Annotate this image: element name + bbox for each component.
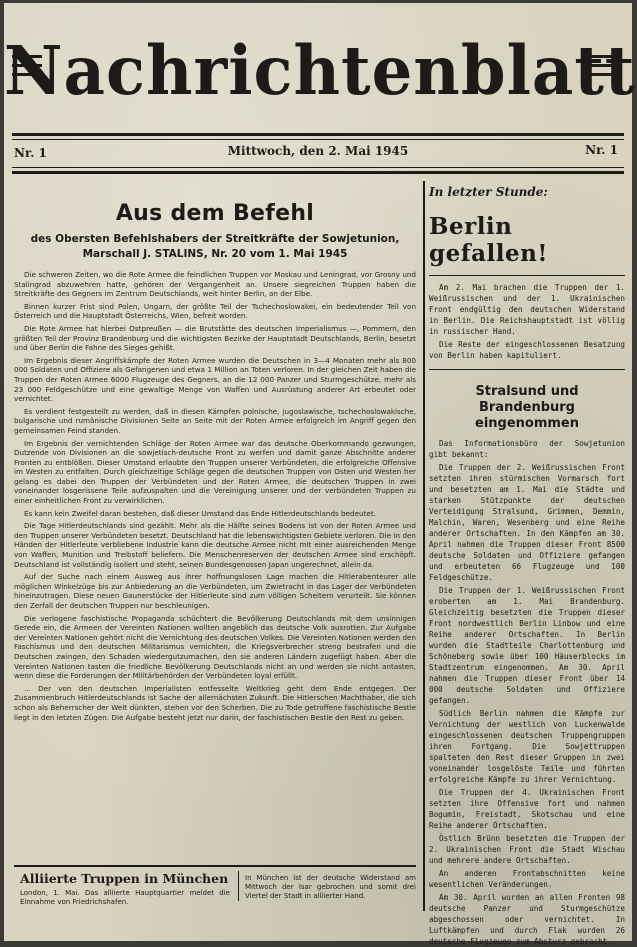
dateline-rule-thin: [12, 167, 624, 168]
column-divider: [423, 181, 425, 911]
munich-article-continued: [238, 871, 416, 901]
masthead-rule-thin: [12, 139, 624, 140]
main-article: [14, 183, 416, 863]
berlin-headline: Berlin gefallen!: [429, 213, 548, 267]
article-paragraph: Die schweren Zeiten, wo die Rote Armee die feindlichen Truppen vor Moskau und Leningrad, vor Grosny und Stalingrad abzuwehren hatte, gehören der Vergangenheit an. Unsere siegreichen Truppen haben die Streitkräfte des Gegners im Zentrum Deutschlands, weit hinter Berlin, an der Elbe.: [14, 270, 416, 299]
article-paragraph: Es kann kein Zweifel daran bestehen, daß dieser Umstand das Ende Hitlerdeutschlands bedeutet.: [24, 508, 376, 518]
article-paragraph: Die Tage Hitlerdeutschlands sind gezählt. Mehr als die Hälfte seines Bodens ist von der Roten Armee und den Truppen unserer Verbündeten besetzt. Deutschland hat die lebenswichtigsten Gebiete verloren. Die in den Händen der Hitlerleute verbliebene Industrie kann die deutsche Armee nicht mit einer ausreichenden Menge von Waffen, Munition und Treibstoff beliefern. Die Menschenreserven der deutschen Armee sind erschöpft. Deutschland ist vollständig isoliert und steht, seinen Bundesgenossen Japan ungerechnet, allein da.: [14, 521, 416, 569]
main-subheadline: des Obersten Befehlshabers der Streitkräfte der Sowjetunion, Marschall J. STALINS, Nr. 20 vom 1. Mai 1945: [30, 233, 400, 260]
report-paragraph: Die Truppen der 4. Ukrainischen Front setzten ihre Offensive fort und nahmen Bogumin, Freistadt, Skotschau und eine Reihe anderer Ortschaften.: [429, 788, 625, 830]
munich-text-left: London, 1. Mai. Das alliierte Hauptquartier meldet die Einnahme von Friedrichshafen.: [20, 889, 230, 906]
report-paragraph: Die Truppen der 1. Weißrussischen Front eroberten am 1. Mai Brandenburg. Gleichzeitig besetzten die Truppen dieser Front nordwestlich Berlin Linbow und eine Reihe anderer Ortschaften. In Berlin wurden die Stadtteile Charlottenburg und Schöneberg sowie über 100 Häuserblocks im Stadtzentrum eingenommen. Am 30. April nahmen die Truppen dieser Front über 14 000 deutsche Soldaten und Offiziere gefangen.: [429, 586, 625, 705]
berlin-text: [429, 282, 625, 361]
article-paragraph: Es verdient festgestellt zu werden, daß in diesen Kämpfen polnische, jugoslawische, tschechoslowakische, bulgarische und rumänische Divisionen Seite an Seite mit der Roten Armee erfolgreich im Angriff gegen den gemeinsamen Feind standen.: [14, 406, 416, 435]
article-paragraph: Im Ergebnis der vernichtenden Schläge der Roten Armee war das deutsche Oberkommando gezwungen, Dutzende von Divisionen an die sowjetisch-deutsche Front zu werfen und damit ganze Abschnitte anderer Fronten zu entblößen. Dieser Umstand erlaubte den Truppen unserer Verbündeten, die erfolgreiche Offensive im Westen zu entfalten. Durch gleichzeitige Schläge gegen die deutschen Truppen von Osten und Westen her gelang es dabei den Truppen der Verbündeten und der Roten Armee, die deutschen Truppen in zwei voneinander losgerissene Teile aufzuspalten und die Vereinigung unserer und der verbündeten Truppen zu einer einheitlichen Front zu verwirklichen.: [14, 438, 416, 506]
berlin-rule: [429, 275, 625, 276]
report-paragraph: Die Truppen der 2. Weißrussischen Front setzten ihren stürmischen Vormarsch fort und besetzten am 1. Mai die Städte und starken Stützpunkte der deutschen Verteidigung Stralsund, Grimmen, Demmin, Malchin, Waren, Wesenberg und eine Reihe anderer Ortschaften. In den Kämpfen am 30. April nahmen die Truppen dieser Front 8500 deutsche Soldaten und Offiziere gefangen und erbeuteten 66 Flugzeuge und 100 Feldgeschütze.: [429, 463, 625, 582]
late-news-column: [429, 183, 625, 946]
report-paragraph: Südlich Berlin nahmen die Kämpfe zur Vernichtung der westlich von Luckenwalde eingeschlossenen deutschen Truppengruppen ihren Fortgang. Die Sowjettruppen spalteten den Rest dieser Gruppen in zwei voneinander losgelöste Teile und führten erfolgreiche Kämpfe zu ihrer Vernichtung.: [429, 709, 625, 784]
dateline: [12, 143, 624, 163]
late-news-kicker: In letzter Stunde:: [429, 185, 548, 199]
article-paragraph: Im Ergebnis dieser Angriffskämpfe der Roten Armee wurden die Deutschen in 3—4 Monaten mehr als 800 000 Soldaten und Offiziere als Gefangenen und etwa 1 Million an Toten verloren. In der gleichen Zeit haben die Truppen der Roten Armee 6000 Flugzeuge des Gegners, an die 12 000 Panzer und Sturmgeschütze, mehr als 23 000 Feldgeschütze und eine gewaltige Menge von Waffen und Ausrüstung anderer Art erbeutet oder vernichtet.: [14, 355, 416, 404]
issue-number-right: Nr. 1: [585, 143, 618, 157]
munich-text-right: In München ist der deutsche Widerstand am Mittwoch der Isar gebrochen und somit drei Viertel der Stadt in alliierter Hand.: [245, 874, 416, 900]
masthead: [4, 17, 636, 127]
article-paragraph: ... Der von den deutschen Imperialisten entfesselte Weltkrieg geht dem Ende entgegen. Der Zusammenbruch Hitlerdeutschlands ist Sache der allernächsten Zukunft. Die Hitlerschen Machthaber, die sich schon als Beherrscher der Welt dünkten, stehen vor den Scherben. Die zu Tode getroffene faschistische Bestie liegt in den letzten Zügen. Die Aufgabe besteht jetzt nur darin, der faschistischen Bestie den Rest zu geben.: [14, 683, 416, 722]
berlin-lead: Am 2. Mai brachen die Truppen der 1. Weißrussischen und der 1. Ukrainischen Front endgültig den deutschen Widerstand in Berlin. Die Reichshauptstadt ist völlig in russischer Hand.: [429, 283, 625, 336]
munich-headline: Alliierte Truppen in München: [20, 871, 229, 886]
article-paragraph: Binnen kurzer Frist sind Polen, Ungarn, der größte Teil der Tschechoslowakei, ein bedeutender Teil von Österreich und die Hauptstadt Österreichs, Wien, befreit worden.: [14, 301, 416, 321]
dateline-rule-bottom: [12, 171, 624, 174]
report-paragraph: Östlich Brünn besetzten die Truppen der 2. Ukrainischen Front die Stadt Wischau und mehrere andere Ortschaften.: [429, 834, 625, 865]
issue-number-left: Nr. 1: [14, 146, 47, 160]
report-paragraph: Das Informationsbüro der Sowjetunion gibt bekannt:: [429, 439, 625, 459]
article-paragraph: Die verlogene faschistische Propaganda schüchtert die Bevölkerung Deutschlands mit dem unsinnigen Gerede ein, die Armeen der Vereinten Nationen wollten angeblich das deutsche Volk ausrotten. Zur Aufgabe der Vereinten Nationen gehört nicht die Vernichtung des deutschen Volkes. Die Vereinten Nationen werden den Faschismus und den deutschen Militarismus vernichten, die Kriegsverbrecher streng bestrafen und die Deutschen zwingen, den Schaden wiedergutzumachen, den sie anderen Ländern zugefügt haben. Aber die Vereinten Nationen tasten die friedliche Bevölkerung Deutschlands nicht an und werden sie nicht antasten, wenn diese die Forderungen der Militärbehörden der Verbündeten loyal erfüllt.: [14, 613, 416, 681]
main-article-body: [14, 270, 416, 722]
bottom-news: [14, 865, 416, 925]
article-paragraph: Auf der Suche nach einem Ausweg aus ihrer hoffnungslosen Lage machen die Hitlerabenteurer alle möglichen Winkelzüge bis zur Anbiederung an die Verbündeten, um Zwietracht in das Lager der Verbündeten hineinzutragen. Diese neuen Gaunerstücke der Hitlerleute sind zum völligen Scheitern verurteilt. Sie können den Zerfall der deutschen Truppen nur beschleunigen.: [14, 572, 416, 610]
main-headline: Aus dem Befehl: [115, 201, 315, 226]
article-paragraph: Die Rote Armee hat hierbei Ostpreußen — die Brutstätte des deutschen Imperialismus —, Pommern, den größten Teil der Provinz Brandenburg und die wichtigsten Bezirke der Hauptstadt Deutschlands, Berlin, besetzt und über Berlin die Fahne des Sieges gehißt.: [14, 323, 416, 353]
report-paragraph: An anderen Frontabschnitten keine wesentlichen Veränderungen.: [429, 869, 625, 889]
stralsund-headline: Stralsund und Brandenburg eingenommen: [475, 384, 579, 431]
berlin-lead-2: Die Reste der eingeschlossenen Besatzung von Berlin haben kapituliert.: [429, 340, 625, 360]
stralsund-text: [429, 438, 625, 947]
section-rule: [429, 369, 625, 370]
newspaper-title: Nachrichtenblatt: [4, 32, 636, 111]
masthead-rule-top: [12, 133, 624, 136]
report-paragraph: Am 30. April wurden an allen Fronten 98 deutsche Panzer und Sturmgeschütze abgeschossen oder vernichtet. In Luftkämpfen und durch Flak wurden 26 deutsche Flugzeuge zum Absturz gebracht.: [429, 893, 625, 946]
munich-article: [20, 871, 230, 907]
issue-date: Mittwoch, den 2. Mai 1945: [227, 144, 409, 158]
newspaper-page: [4, 3, 636, 946]
